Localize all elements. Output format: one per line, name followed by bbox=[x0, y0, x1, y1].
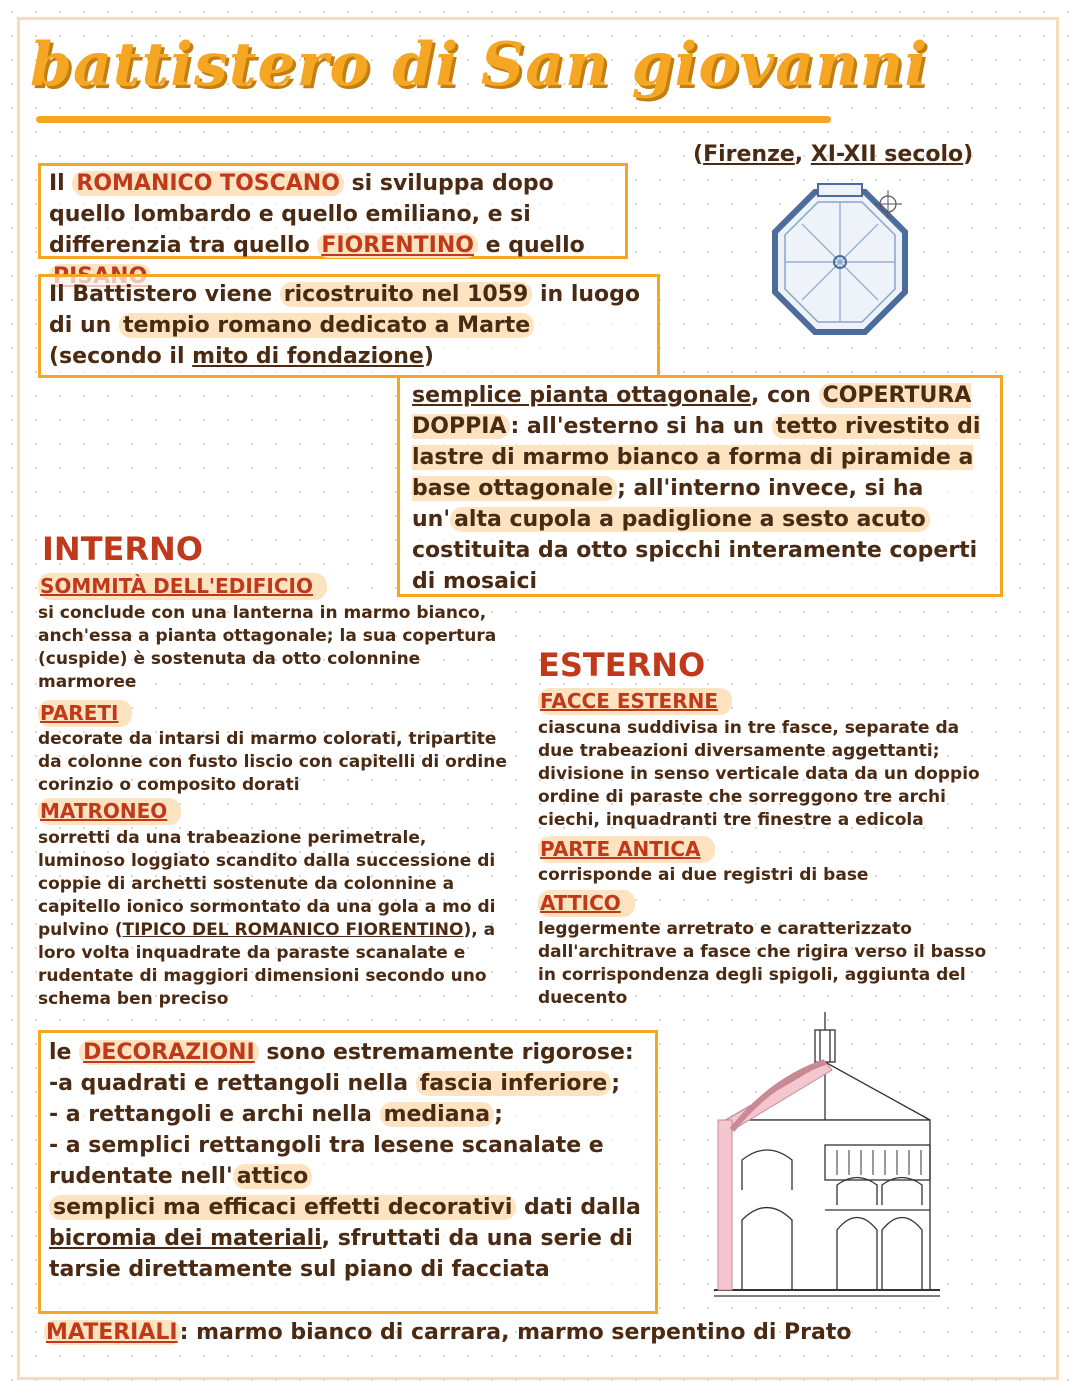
page-title: battistero di San giovanni bbox=[30, 30, 929, 100]
materiali-line bbox=[44, 1320, 852, 1345]
tipico-romanico: TIPICO DEL ROMANICO FIORENTINO bbox=[122, 920, 464, 940]
attico-word: attico bbox=[233, 1164, 313, 1189]
decorazioni-line3: - a rettangoli e archi nella mediana ; bbox=[49, 1102, 503, 1127]
pianta-ottagonale: semplice pianta ottagonale bbox=[412, 383, 752, 408]
sommita-text: si conclude con una lanterna in marmo bianco, anch'essa a pianta ottagonale; la sua copertura (cuspide) è sostenuta da otto colonnine marmoree bbox=[38, 603, 497, 692]
tempio: tempio romano dedicato a Marte bbox=[119, 313, 534, 338]
materiali-label: MATERIALI bbox=[46, 1320, 178, 1345]
mediana: mediana bbox=[380, 1102, 495, 1127]
interno-heading: INTERNO bbox=[42, 530, 203, 568]
sommita-label: SOMMITÀ DELL'EDIFICIO bbox=[38, 573, 327, 600]
copertura-doppia: COPERTURA DOPPIA bbox=[412, 383, 972, 439]
ricostruito: ricostruito nel 1059 bbox=[280, 282, 533, 307]
fascia-inferiore: fascia inferiore bbox=[416, 1071, 612, 1096]
alta-cupola: alta cupola a padiglione a sesto acuto bbox=[450, 507, 930, 532]
attico-text: leggermente arretrato e caratterizzato dall'architrave a fasce che rigira verso il basso in corrispondenza degli spigoli, aggiunta del duecento bbox=[538, 919, 987, 1008]
decorazioni-line2: -a quadrati e rettangoli nella fascia inferiore ; bbox=[49, 1071, 621, 1096]
decorazioni-word: DECORAZIONI bbox=[79, 1040, 259, 1065]
subtitle-place: Firenze bbox=[703, 142, 795, 167]
pianta-text: semplice pianta ottagonale, con COPERTURA DOPPIA : all'esterno si ha un tetto rivestito di lastre di marmo bianco a forma di piramide a base ottagonale ; all'interno invece, si ha un' alta cupola a padiglione a sesto acuto costituita da otto spicchi interamente coperti di mosaici bbox=[412, 383, 981, 594]
title-underline bbox=[36, 116, 831, 123]
facce-label: FACCE ESTERNE bbox=[538, 688, 732, 715]
pianta-box bbox=[397, 375, 1003, 597]
matroneo-text: sorretti da una trabeazione perimetrale, luminoso loggiato scandito dalla successione di coppie di archetti sostenute da colonnine a capitello ionico sormontato da una gola a mo di pulvino (TIPICO DEL ROMANICO FIORENTINO), a loro volta inquadrate da paraste scanalate e rudentate di maggiori dimensioni secondo uno schema ben preciso bbox=[38, 828, 496, 1009]
intro-text: Il ROMANICO TOSCANO si sviluppa dopo quello lombardo e quello emiliano, e si differenzia tra quello FIORENTINO e quello bbox=[49, 168, 617, 292]
tetto-rivestito: tetto rivestito di lastre di marmo bianco a forma di piramide a base ottagonale bbox=[412, 414, 981, 501]
fiorentino: FIORENTINO bbox=[317, 233, 478, 258]
octagonal-plan-drawing bbox=[760, 182, 920, 342]
pareti-text: decorate da intarsi di marmo colorati, tripartite da colonne con fusto liscio con capitelli di ordine corinzio o composito dorati bbox=[38, 729, 507, 795]
facce-text: ciascuna suddivisa in tre fasce, separate da due trabeazioni diversamente aggettanti; divisione in senso verticale data da un doppio ordine di paraste che sorreggono tre archi ciechi, inquadranti tre finestre a edicola bbox=[538, 718, 980, 830]
intro-box bbox=[38, 163, 628, 259]
mito: mito di fondazione bbox=[192, 344, 424, 369]
matroneo-label: MATRONEO bbox=[38, 798, 181, 825]
battistero-box bbox=[38, 274, 660, 378]
decorazioni-line4: - a semplici rettangoli tra lesene scanalate e rudentate nell' attico bbox=[49, 1133, 604, 1189]
esterno-heading: ESTERNO bbox=[538, 646, 706, 684]
decorazioni-line5: semplici ma efficaci effetti decorativi dati dalla bicromia dei materiali, sfruttati da una serie di tarsie direttamente sul piano di facciata bbox=[49, 1195, 641, 1282]
subtitle-period: XI-XII secolo bbox=[810, 142, 964, 167]
subtitle: (Firenze, XI-XII secolo) bbox=[693, 142, 974, 167]
parte-antica-text: corrisponde ai due registri di base bbox=[538, 865, 869, 885]
bicromia: bicromia dei materiali bbox=[49, 1226, 322, 1251]
materiali-text: : marmo bianco di carrara, marmo serpentino di Prato bbox=[179, 1320, 852, 1345]
decorazioni-box bbox=[38, 1030, 658, 1314]
effetti-decorativi: semplici ma efficaci effetti decorativi bbox=[49, 1195, 516, 1220]
attico-label: ATTICO bbox=[538, 890, 635, 917]
baptistery-section-drawing bbox=[712, 1010, 942, 1310]
battistero-text: Il Battistero viene ricostruito nel 1059 in luogo di un tempio romano dedicato a Marte (secondo il mito di fondazione) bbox=[49, 282, 640, 369]
romanico-toscano: ROMANICO TOSCANO bbox=[72, 171, 344, 196]
parte-antica-label: PARTE ANTICA bbox=[538, 836, 715, 863]
decorazioni-line1: le DECORAZIONI sono estremamente rigorose: bbox=[49, 1040, 634, 1065]
pareti-label: PARETI bbox=[38, 700, 132, 727]
